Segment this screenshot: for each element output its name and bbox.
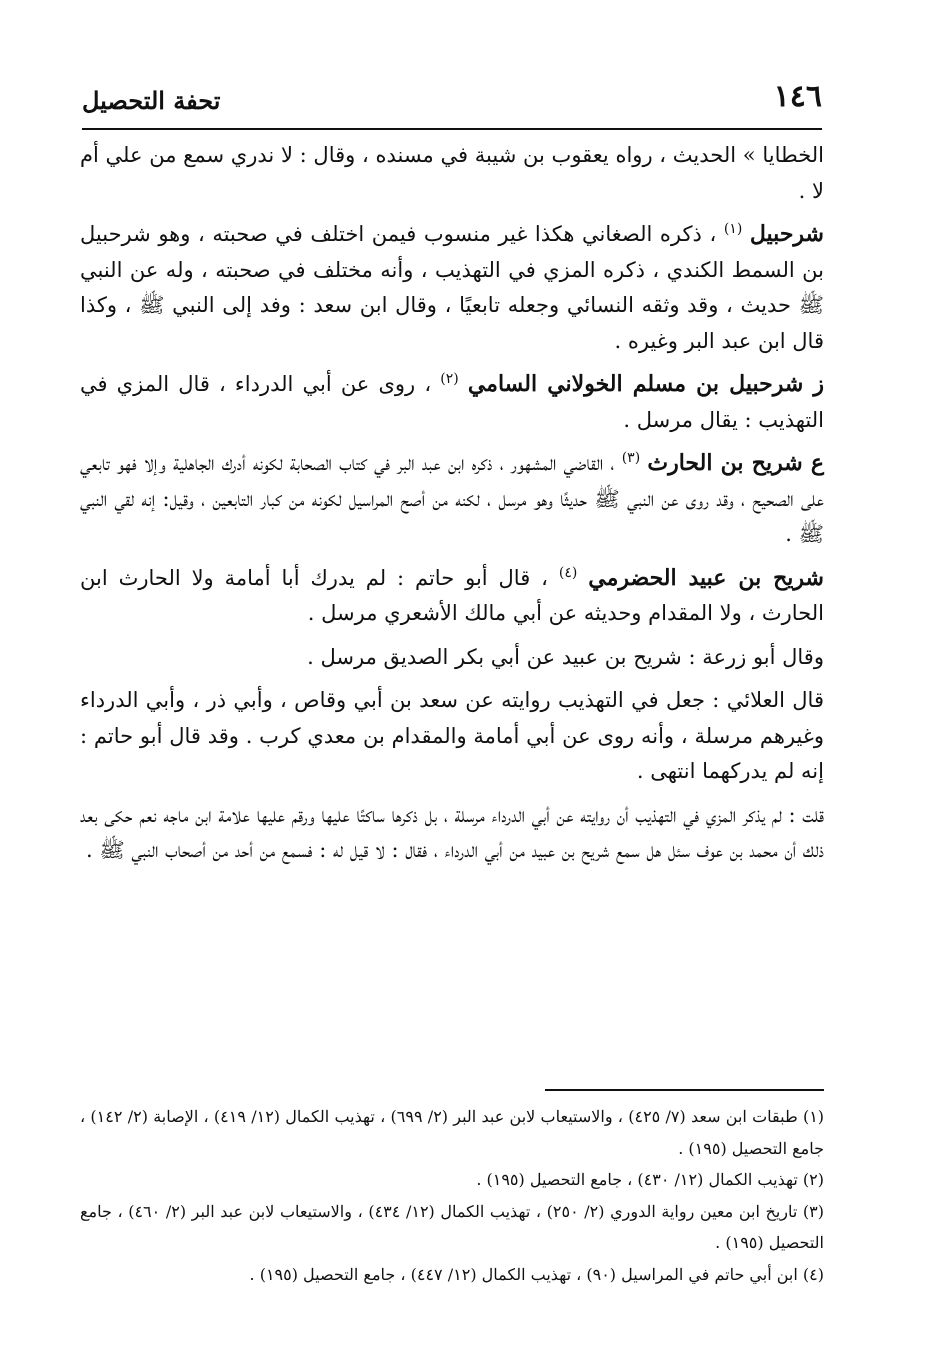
footnote: (٢) تهذيب الكمال (١٢/ ٤٣٠) ، جامع التحصيل (١٩٥) . [476, 1170, 824, 1189]
entry-lead: ز شرحبيل بن مسلم الخولاني السامي [467, 371, 824, 397]
entry-lead: ع شريح بن الحارث [647, 450, 824, 476]
entry-paragraph [80, 561, 824, 632]
page-header [82, 78, 822, 124]
main-text [80, 138, 824, 877]
entry-paragraph [80, 217, 824, 359]
footnote-marker: (٤) [558, 564, 578, 581]
footnote-marker: (١) [723, 221, 743, 237]
entry-text: ، روى عن أبي الدرداء ، قال المزي في التهذيب : يقال مرسل . [80, 372, 824, 432]
footnote: (٣) تاريخ ابن معين رواية الدوري (٢/ ٢٥٠) ، تهذيب الكمال (١٢/ ٤٣٤) ، والاستيعاب لابن عبد البر (٢/ ٤٦٠) ، جامع التحصيل (١٩٥) . [80, 1201, 825, 1252]
footnote-marker: (٣) [621, 450, 641, 466]
page-number: ١٤٦ [773, 79, 822, 114]
footnote: (١) طبقات ابن سعد (٧/ ٤٢٥) ، والاستيعاب لابن عبد البر (٢/ ٦٩٩) ، تهذيب الكمال (١٢/ ٤١٩) ، الإصابة (٢/ ١٤٢) ، جامع التحصيل (١٩٥) . [80, 1107, 825, 1158]
entry-lead: شرحبيل [749, 221, 824, 247]
entry-text: ، ذكره الصغاني هكذا غير منسوب فيمن اختلف في صحبته ، وهو شرحبيل بن السمط الكندي ، ذكره المزي في التهذيب ، وأنه مختلف في صحبته ، وله عن النبي ﷺ حديث ، وقد وثقه النسائي وجعله تابعيًا ، وقال ابن سعد : وفد إلى النبي ﷺ ، وكذا قال ابن عبد البر وغيره . [80, 222, 824, 353]
entry-text: ، القاضي المشهور ، ذكره ابن عبد البر في كتاب الصحابة لكونه أدرك الجاهلية وإلا فهو تابعي على الصحيح ، وقد روى عن النبي ﷺ حديثًا وهو مرسل ، لكنه من أصح المراسيل لكونه من كبار التابعين ، وقيل: إنه لقي النبي ﷺ . [80, 451, 824, 546]
entry-paragraph [80, 367, 824, 438]
entry-text: وقال أبو زرعة : شريح بن عبيد عن أبي بكر الصديق مرسل . [307, 644, 824, 669]
footnote-marker: (٢) [440, 371, 459, 387]
footnote: (٤) ابن أبي حاتم في المراسيل (٩٠) ، تهذيب الكمال (١٢/ ٤٤٧) ، جامع التحصيل (١٩٥) . [249, 1264, 824, 1284]
footnotes [80, 1101, 824, 1290]
entry-lead: شريح بن عبيد الحضرمي [588, 564, 824, 591]
entry-paragraph [80, 683, 824, 790]
entry-text: ، قال أبو حاتم : لم يدرك أبا أمامة ولا الحارث ابن الحارث ، ولا المقدام وحديثه عن أبي مالك الأشعري مرسل . [80, 565, 824, 625]
running-title: تحفة التحصيل [82, 86, 221, 115]
entry-text: الخطايا » الحديث ، رواه يعقوب بن شيبة في مسنده ، وقال : لا ندري سمع من علي أم لا . [80, 143, 824, 203]
entry-paragraph [80, 640, 824, 676]
entry-text: قلت : لم يذكر المزي في التهذيب أن روايته عن أبي الدرداء مرسلة ، بل ذكرها ساكتًا عليها ورقم عليها علامة ابن ماجه نعم حكى بعد ذلك أن محمد بن عوف سئل هل سمع شريح بن عبيد من أبي الدرداء ، فقال : لا قيل له : فسمع من أحد من أصحاب النبي ﷺ . [80, 802, 824, 862]
footnote-rule [545, 1089, 824, 1091]
header-rule [82, 128, 822, 130]
entry-text: قال العلائي : جعل في التهذيب روايته عن سعد بن أبي وقاص ، وأبي ذر ، وأبي الدرداء وغيرهم مرسلة ، وأنه روى عن أبي أمامة والمقدام بن معدي كرب . وقد قال أبو حاتم : إنه لم يدركهما انتهى . [80, 688, 824, 783]
entry-paragraph [80, 138, 824, 209]
entry-paragraph [80, 798, 824, 869]
entry-paragraph [80, 446, 824, 553]
